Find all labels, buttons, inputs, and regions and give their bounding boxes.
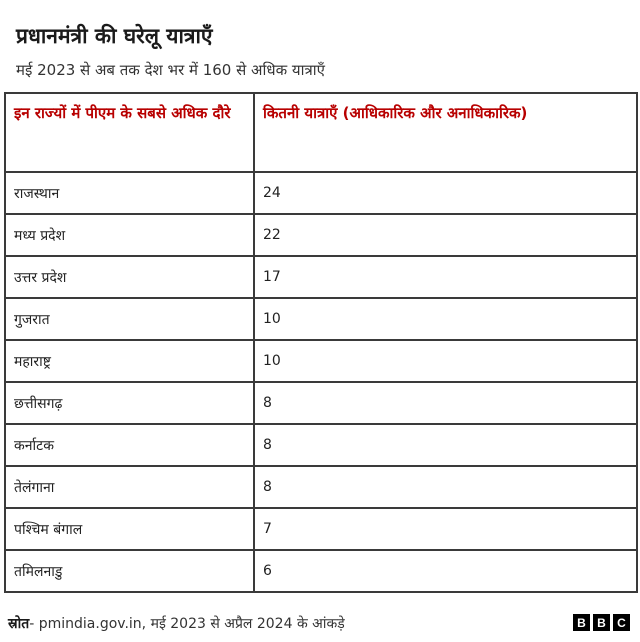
- table-row: [5, 550, 637, 592]
- visits-table: [4, 92, 638, 593]
- page-subtitle: मई 2023 से अब तक देश भर में 160 से अधिक यात्राएँ: [16, 61, 325, 79]
- source-label: स्रोत: [8, 616, 30, 632]
- state-cell: छत्तीसगढ़: [5, 382, 254, 424]
- column-header-state: इन राज्यों में पीएम के सबसे अधिक दौरे: [5, 93, 254, 172]
- bbc-logo-letter: C: [613, 614, 630, 631]
- visits-cell: 7: [254, 508, 637, 550]
- table-row: [5, 256, 637, 298]
- bbc-logo-letter: B: [593, 614, 610, 631]
- table-row: [5, 466, 637, 508]
- visits-cell: 22: [254, 214, 637, 256]
- visits-cell: 17: [254, 256, 637, 298]
- column-header-visits: कितनी यात्राएँ (आधिकारिक और अनाधिकारिक): [254, 93, 637, 172]
- visits-cell: 24: [254, 172, 637, 214]
- table-row: [5, 172, 637, 214]
- table-row: [5, 214, 637, 256]
- source-text: - pmindia.gov.in, मई 2023 से अप्रैल 2024 के आंकड़े: [29, 616, 345, 632]
- visits-cell: 8: [254, 466, 637, 508]
- table-row: [5, 508, 637, 550]
- table-row: [5, 424, 637, 466]
- bbc-logo-letter: B: [573, 614, 590, 631]
- state-cell: उत्तर प्रदेश: [5, 256, 254, 298]
- state-cell: तमिलनाडु: [5, 550, 254, 592]
- visits-cell: 8: [254, 424, 637, 466]
- table-row: [5, 382, 637, 424]
- state-cell: कर्नाटक: [5, 424, 254, 466]
- state-cell: पश्चिम बंगाल: [5, 508, 254, 550]
- visits-cell: 10: [254, 298, 637, 340]
- state-cell: गुजरात: [5, 298, 254, 340]
- state-cell: तेलंगाना: [5, 466, 254, 508]
- bbc-logo: [573, 614, 630, 631]
- source-note: [8, 614, 345, 633]
- state-cell: राजस्थान: [5, 172, 254, 214]
- page-title: प्रधानमंत्री की घरेलू यात्राएँ: [16, 24, 213, 48]
- table-row: [5, 298, 637, 340]
- visits-cell: 10: [254, 340, 637, 382]
- table-row: [5, 340, 637, 382]
- table-header-row: [5, 93, 637, 172]
- state-cell: मध्य प्रदेश: [5, 214, 254, 256]
- state-cell: महाराष्ट्र: [5, 340, 254, 382]
- visits-cell: 8: [254, 382, 637, 424]
- visits-cell: 6: [254, 550, 637, 592]
